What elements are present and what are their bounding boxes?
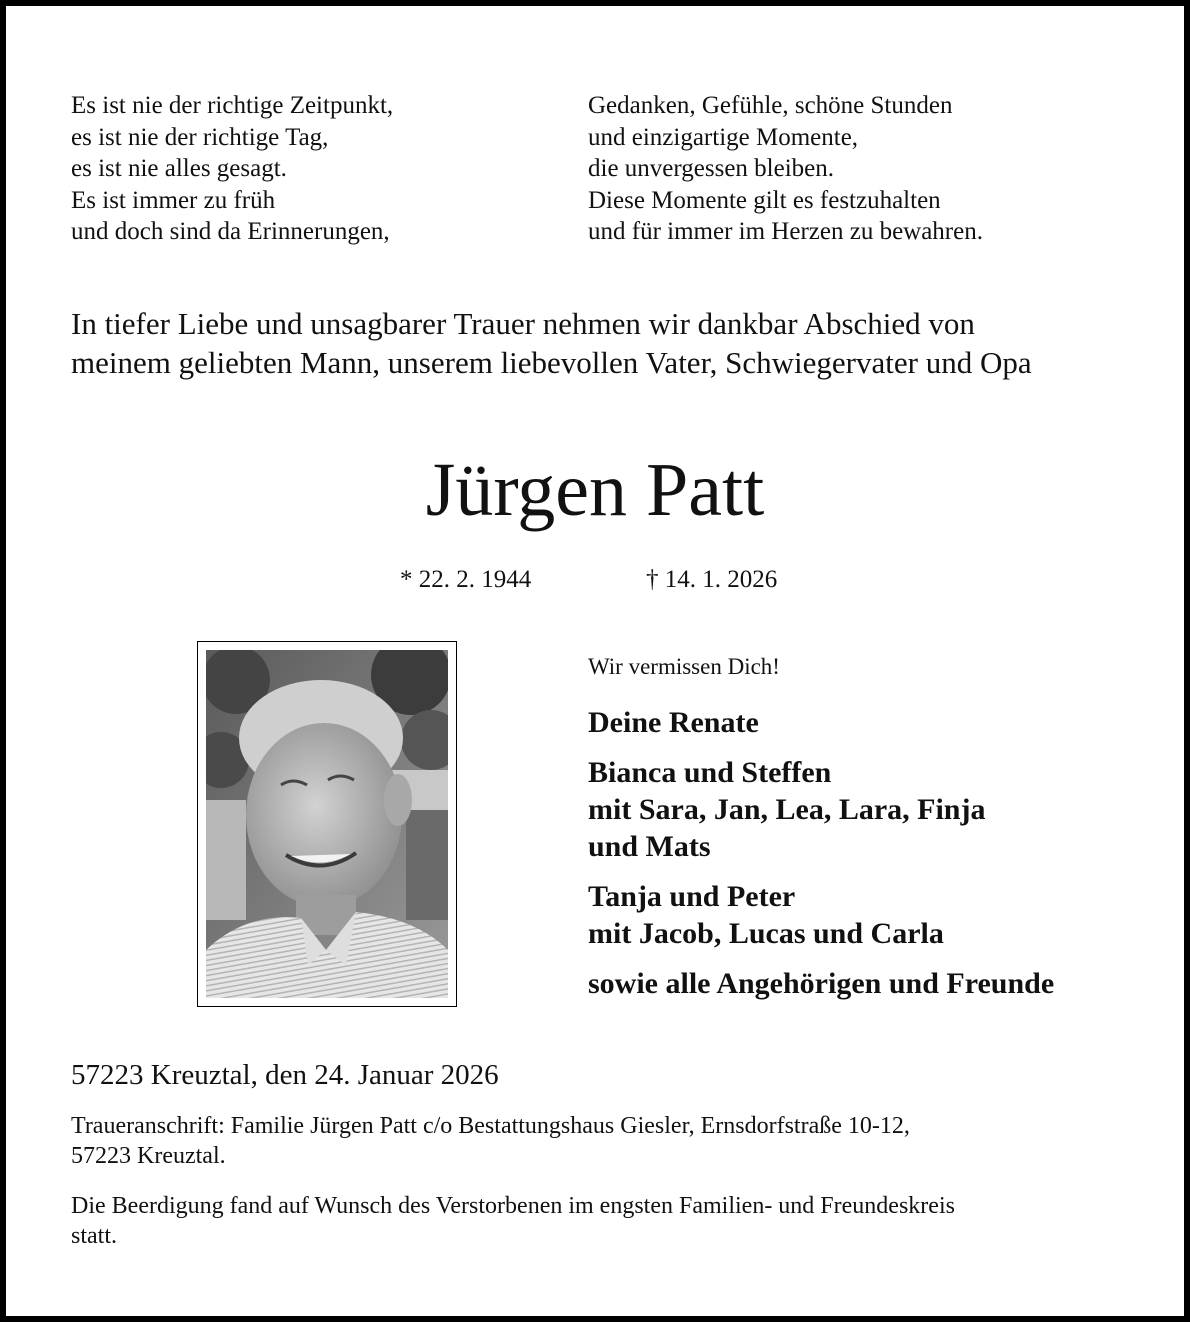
mourner-line: Bianca und Steffen: [588, 756, 832, 789]
poem-line: Diese Momente gilt es festzuhalten: [588, 186, 941, 214]
poem-line: es ist nie alles gesagt.: [71, 155, 287, 182]
intro-line: meinem geliebten Mann, unserem liebevollen Vater, Schwiegervater und Opa: [71, 345, 1032, 380]
poem-line: Gedanken, Gefühle, schöne Stunden: [588, 92, 953, 119]
mourners-intro: Wir vermissen Dich!: [588, 654, 780, 679]
poem-line: Es ist immer zu früh: [71, 186, 276, 214]
birth-date: * 22. 2. 1944: [400, 566, 532, 593]
address-line: Traueranschrift: Familie Jürgen Patt c/o Bestattungshaus Giesler, Ernsdorfstraße 10-12,: [71, 1113, 910, 1139]
mourner-line: mit Jacob, Lucas und Carla: [588, 917, 944, 950]
mourning-address: [71, 1111, 910, 1171]
mourner-line: und Mats: [588, 830, 711, 863]
portrait-photo: [206, 650, 448, 998]
mourner-group: [588, 704, 759, 741]
deceased-name: Jürgen Patt: [425, 448, 765, 532]
address-line: 57223 Kreuztal.: [71, 1143, 226, 1169]
poem-line: und einzigartige Momente,: [588, 123, 859, 151]
poem-line: Es ist nie der richtige Zeitpunkt,: [71, 92, 394, 119]
poem-left-column: [71, 90, 393, 248]
mourner-line: mit Sara, Jan, Lea, Lara, Finja: [588, 793, 986, 826]
poem-line: die unvergessen bleiben.: [588, 155, 834, 182]
poem-line: und doch sind da Erinnerungen,: [71, 218, 390, 245]
poem-line: und für immer im Herzen zu bewahren.: [588, 218, 983, 245]
mourner-group: [588, 878, 944, 952]
mourner-line: sowie alle Angehörigen und Freunde: [588, 967, 1055, 1000]
death-date: † 14. 1. 2026: [646, 566, 778, 593]
burial-line: statt.: [71, 1223, 117, 1249]
mourner-group: [588, 965, 1054, 1002]
farewell-intro: [71, 304, 1151, 382]
poem-right-column: [588, 90, 983, 248]
poem-line: es ist nie der richtige Tag,: [71, 123, 329, 151]
place-and-date: 57223 Kreuztal, den 24. Januar 2026: [71, 1059, 499, 1091]
mourner-group: [588, 754, 986, 865]
portrait-frame: [197, 641, 457, 1007]
burial-note: [71, 1191, 955, 1251]
mourner-line: Deine Renate: [588, 706, 759, 739]
intro-line: In tiefer Liebe und unsagbarer Trauer nehmen wir dankbar Abschied von: [71, 306, 975, 341]
burial-line: Die Beerdigung fand auf Wunsch des Verstorbenen im engsten Familien- und Freundeskreis: [71, 1193, 955, 1219]
portrait-illustration: [206, 650, 448, 998]
mourner-line: Tanja und Peter: [588, 880, 796, 913]
